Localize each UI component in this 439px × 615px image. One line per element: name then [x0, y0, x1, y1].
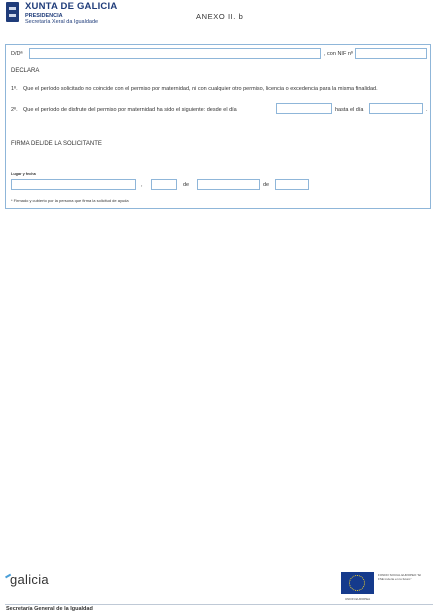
- xunta-logo-icon: [6, 2, 19, 22]
- place-field[interactable]: [11, 179, 136, 190]
- footer-divider: [5, 604, 433, 605]
- galicia-wordmark: galicia: [10, 572, 49, 587]
- item-2-text: Que el período de disfrute del permiso por maternidad ha sido el siguiente: desde el día: [23, 107, 237, 113]
- signature-footnote: * Firmado y cubierto por la persona que firma la solicitud de ayuda: [11, 198, 129, 203]
- declaration-form: [5, 44, 431, 209]
- item-1-text: Que el período solicitado no coincide con el permiso por maternidad, ni con cualquier otro permiso, licencia o excedencia para la misma finalidad.: [23, 86, 378, 92]
- footer-secretariat: Secretaría General de la Igualdad: [6, 606, 93, 612]
- eu-caption: UNION EUROPEA: [345, 597, 371, 601]
- org-department: PRESIDENCIA: [25, 13, 63, 19]
- fse-caption: FONDO SOCIAL EUROPEO "El FSE invierte en tu futuro": [378, 573, 421, 581]
- until-date-field[interactable]: [369, 103, 423, 114]
- place-date-label: Lugar y fecha: [11, 172, 36, 176]
- item-2-period: .: [426, 107, 428, 113]
- eu-stars-icon: [349, 575, 365, 591]
- until-label: hasta el día: [335, 107, 364, 113]
- dni-label: D/Dª: [11, 51, 23, 57]
- declara-heading: DECLARA: [11, 68, 40, 74]
- applicant-name-field[interactable]: [29, 48, 321, 59]
- org-name: XUNTA DE GALICIA: [25, 1, 118, 12]
- item-2-number: 2º.: [11, 107, 18, 113]
- signature-heading: FIRMA DEL/DE LA SOLICITANTE: [11, 141, 102, 147]
- galicia-logo: [10, 572, 49, 587]
- from-date-field[interactable]: [276, 103, 332, 114]
- item-1-number: 1º.: [11, 86, 18, 92]
- day-field[interactable]: [151, 179, 177, 190]
- nif-label: , con NIF nº: [324, 51, 353, 57]
- annex-title: ANEXO II. b: [196, 12, 244, 21]
- org-secretariat: Secretaría Xeral da Igualdade: [25, 19, 99, 25]
- comma-separator: ,: [141, 182, 143, 188]
- year-field[interactable]: [275, 179, 309, 190]
- month-field[interactable]: [197, 179, 260, 190]
- nif-field[interactable]: [355, 48, 427, 59]
- de-label-2: de: [263, 182, 270, 188]
- eu-flag-icon: [341, 572, 374, 594]
- de-label-1: de: [183, 182, 190, 188]
